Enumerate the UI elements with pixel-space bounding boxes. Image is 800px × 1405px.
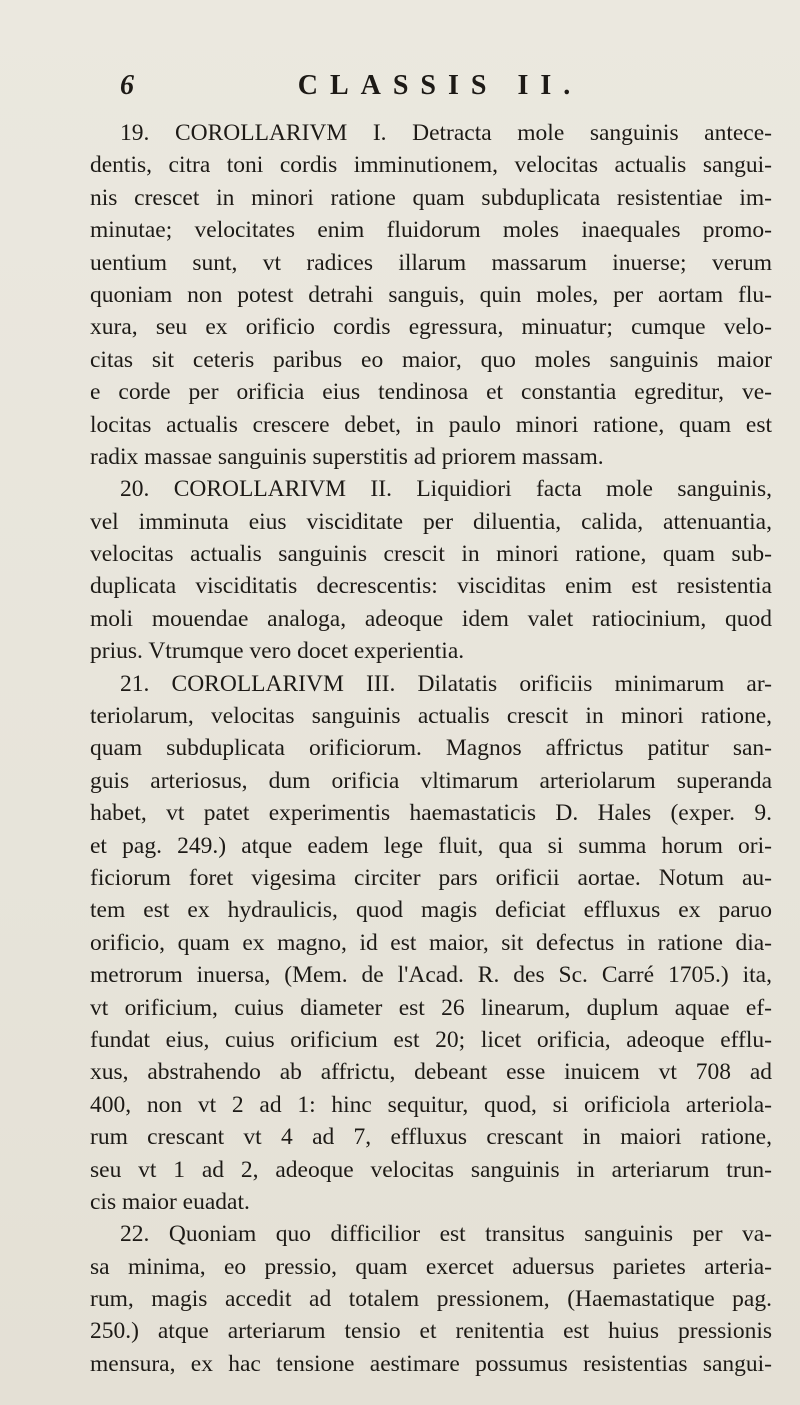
text-line: 21. COROLLARIVM III. Dilatatis orificiis minimarum ar- [120,670,772,697]
text-line: quoniam non potest detrahi sanguis, quin moles, per aortam flu- [90,281,772,308]
text-line: citas sit ceteris paribus eo maior, quo moles sanguinis maior [90,346,772,373]
page-header [120,70,760,110]
text-line: xura, seu ex orificio cordis egressura, minuatur; cumque velo- [90,314,772,341]
text-line: mensura, ex hac tensione aestimare possumus resistentias sangui- [90,1350,772,1377]
text-line: nis crescet in minori ratione quam subduplicata resistentiae im- [90,184,772,211]
text-line: prius. Vtrumque vero docet experientia. [90,638,465,665]
text-line: rum, magis accedit ad totalem pressionem, (Haemastatique pag. [90,1286,772,1313]
text-line: 19. COROLLARIVM I. Detracta mole sanguinis antece- [120,120,772,146]
text-line: et pag. 249.) atque eadem lege fluit, qua si summa horum ori- [90,832,772,859]
text-line: ficiorum foret vigesima circiter pars orificii aortae. Notum au- [90,864,772,891]
text-line: dentis, citra toni cordis imminutionem, velocitas actualis sangui- [90,152,772,179]
text-line: tem est ex hydraulicis, quod magis deficiat effluxus ex paruo [90,897,772,924]
text-line: 20. COROLLARIVM II. Liquidiori facta mole sanguinis, [120,476,772,503]
text-line: velocitas actualis sanguinis crescit in minori ratione, quam sub- [90,541,772,568]
text-line: vel imminuta eius visciditate per diluentia, calida, attenuantia, [90,508,772,535]
text-line: guis arteriosus, dum orificia vltimarum arteriolarum superanda [90,767,772,794]
text-line: 400, non vt 2 ad 1: hinc sequitur, quod, si orificiola arteriola- [90,1091,772,1118]
text-line: xus, abstrahendo ab affrictu, debeant esse inuicem vt 708 ad [90,1059,772,1086]
text-line: fundat eius, cuius orificium est 20; licet orificia, adeoque efflu- [90,1026,772,1053]
text-line: moli mouendae analoga, adeoque idem valet ratiocinium, quod [90,605,772,632]
text-line: minutae; velocitates enim fluidorum moles inaequales promo- [90,217,772,244]
page-number: 6 [120,70,134,101]
text-line: duplicata visciditatis decrescentis: visciditas enim est resistentia [90,573,772,600]
text-line: locitas actualis crescere debet, in paulo minori ratione, quam est [90,411,772,438]
text-line: teriolarum, velocitas sanguinis actualis crescit in minori ratione, [90,703,772,730]
text-line: rum crescant vt 4 ad 7, effluxus crescant in maiori ratione, [90,1124,772,1151]
text-line: seu vt 1 ad 2, adeoque velocitas sanguinis in arteriarum trun- [90,1156,772,1183]
text-line: sa minima, eo pressio, quam exercet aduersus parietes arteria- [90,1253,772,1280]
text-line: 250.) atque arteriarum tensio et renitentia est huius pressionis [90,1318,772,1345]
text-line: orificio, quam ex magno, id est maior, sit defectus in ratione dia- [90,929,772,956]
text-line: radix massae sanguinis superstitis ad priorem massam. [90,443,604,470]
text-line: metrorum inuersa, (Mem. de l'Acad. R. des Sc. Carré 1705.) ita, [90,962,772,989]
text-line: quam subduplicata orificiorum. Magnos affrictus patitur san- [90,735,772,762]
body-text [90,117,772,1380]
text-line: cis maior euadat. [90,1188,250,1215]
running-title: CLASSIS II. [297,70,583,101]
text-line: vt orificium, cuius diameter est 26 linearum, duplum aquae ef- [90,994,772,1021]
text-line: e corde per orificia eius tendinosa et constantia egreditur, ve- [90,379,772,406]
text-line: uentium sunt, vt radices illarum massarum inuerse; verum [90,249,772,276]
text-line: 22. Quoniam quo difficilior est transitus sanguinis per va- [120,1221,772,1248]
text-line: habet, vt patet experimentis haemastaticis D. Hales (exper. 9. [90,800,772,827]
